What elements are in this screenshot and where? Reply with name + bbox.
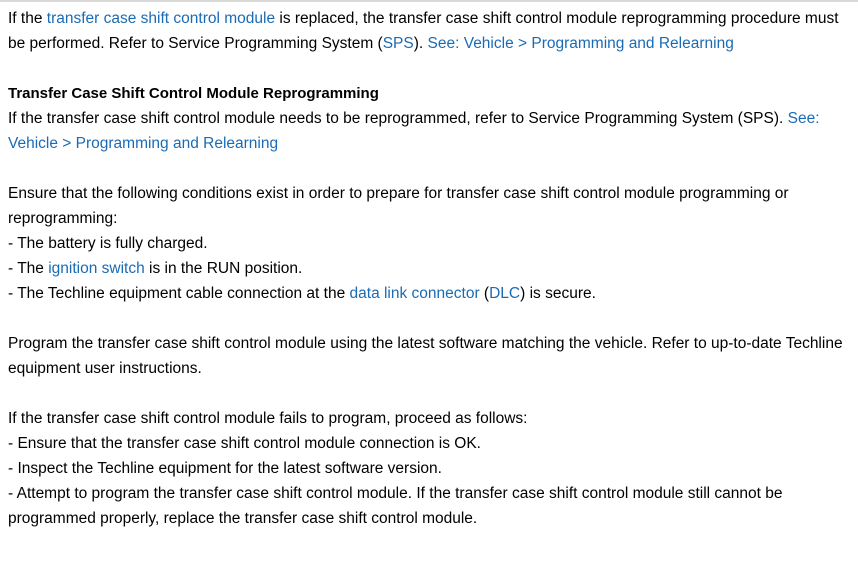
spacer-2 (8, 156, 848, 181)
link-dlc[interactable]: DLC (489, 285, 521, 302)
condition-3-segment-3: ) is secure. (520, 285, 596, 302)
link-see-vehicle-programming-and-relearning-1[interactable]: See: Vehicle > Programming and Relearning (427, 35, 734, 52)
link-data-link-connector[interactable]: data link connector (349, 285, 480, 302)
reprogramming-text-segment-1: If the transfer case shift control module needs to be reprogrammed, refer to Service Programming System (SPS). (8, 110, 788, 127)
section-heading-reprogramming: Transfer Case Shift Control Module Reprogramming (8, 85, 379, 102)
intro-text-segment-2: is replaced, the transfer case shift control module reprogramming procedure must be performed. Refer to Service Programming System ( (8, 10, 839, 52)
condition-3-segment-1: - The Techline equipment cable connection at the (8, 285, 350, 302)
page-top-divider (0, 0, 858, 6)
intro-paragraph (8, 6, 848, 56)
spacer-1 (8, 56, 848, 81)
conditions-paragraph: Ensure that the following conditions exist in order to prepare for transfer case shift control module programming or reprogramming: (8, 185, 789, 227)
list-item: - Ensure that the transfer case shift control module connection is OK. (8, 435, 481, 452)
list-item (8, 231, 848, 256)
spacer-3 (8, 306, 848, 331)
list-item (8, 281, 848, 306)
list-item: - Inspect the Techline equipment for the latest software version. (8, 460, 442, 477)
fail-paragraph: If the transfer case shift control module fails to program, proceed as follows: (8, 410, 528, 427)
intro-text-segment-3: ). (413, 35, 428, 52)
list-item: - Attempt to program the transfer case shift control module. If the transfer case shift control module still cannot be programmed properly, replace the transfer case shift control module. (8, 485, 783, 527)
spacer-4 (8, 381, 848, 406)
condition-2-segment-1: - The (8, 260, 49, 277)
condition-2-segment-2: is in the RUN position. (144, 260, 303, 277)
intro-text-segment-1: If the (8, 10, 47, 27)
link-ignition-switch[interactable]: ignition switch (48, 260, 145, 277)
list-item (8, 256, 848, 281)
condition-3-segment-2: ( (479, 285, 490, 302)
program-paragraph: Program the transfer case shift control module using the latest software matching the vehicle. Refer to up-to-date Techline equipment user instructions. (8, 335, 843, 377)
condition-1-segment-1: - The battery is fully charged. (8, 235, 208, 252)
link-transfer-case-shift-control-module[interactable]: transfer case shift control module (46, 10, 276, 27)
link-see-vehicle-programming-and-relearning-2[interactable]: See: Vehicle > Programming and Relearning (8, 110, 820, 152)
link-sps[interactable]: SPS (382, 35, 414, 52)
document-content (8, 0, 848, 531)
reprogramming-paragraph (8, 106, 848, 156)
